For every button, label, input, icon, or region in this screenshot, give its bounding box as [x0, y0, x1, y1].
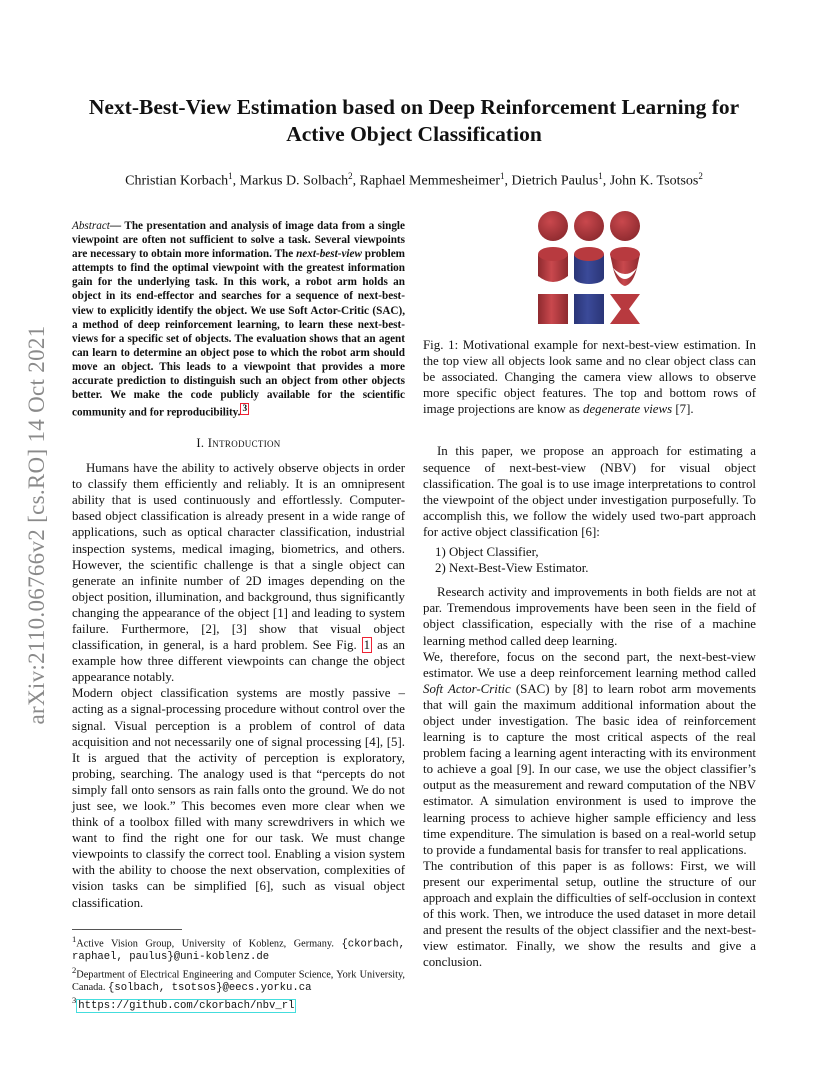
figure-1 — [423, 210, 756, 330]
author-4-aff: 1 — [598, 171, 603, 181]
footnote-3 — [72, 994, 405, 1012]
footnote-2-mark: 2 — [72, 964, 77, 975]
author-1-aff: 1 — [228, 171, 233, 181]
caption-text-a: Fig. 1: Motivational example for next-best-view estimation. In the top view all objects look same and no clear object class can be associated. Changing the camera view allows to observe more specific object features. The top and bottom rows of image projections are know as — [423, 338, 756, 417]
fig-1-link[interactable]: 1 — [363, 638, 371, 653]
footnote-rule — [72, 929, 182, 930]
side-view-object-1 — [538, 294, 568, 324]
left-column — [72, 219, 405, 911]
caption-text-b: [7]. — [672, 402, 694, 417]
top-view-object-1 — [538, 211, 568, 241]
right-paragraph-2: Research activity and improvements in both fields are not at par. Tremendous improvements have been seen in the field of object classification, especially with the rise of a machine learning method called deep learning. — [423, 585, 756, 648]
footnote-3-mark: 3 — [72, 995, 77, 1006]
intro-paragraph-1 — [72, 460, 405, 685]
footnote-1-email: {ckorbach, raphael, paulus}@uni-koblenz.de — [72, 938, 406, 964]
footnote-1 — [72, 933, 405, 964]
abstract-text-1: The presentation and analysis of image data from a single viewpoint are often not sufficient to solve a task. Several viewpoints are necessary to obtain more information. The — [72, 220, 405, 261]
intro-p1-text-b: as an example how three different viewpoints can change the object appearance notably. — [72, 638, 405, 685]
intro-p1-text-a: Humans have the ability to actively observe objects in order to classify them efficiently and reliably. It is an omnipresent ability that is used continuously and effortlessly. Computer-based object classification is already present in a wide range of applications, such as optical character classification, industrial inspection systems, medical imaging, biometrics, and others. However, the scientific challenge is that a single object can generate an infinite number of 2D images depending on the object position, illumination, and background, thus significantly changing the appearance of the object [1] and leading to system failure. Furthermore, [2], [3] show that visual object classification, in general, is a hard problem. See Fig. — [72, 461, 405, 653]
right-p3-text-a: We, therefore, focus on the second part, the next-best-view estimator. We use a deep reinforcement learning method called — [423, 649, 756, 680]
footnote-1-mark: 1 — [72, 934, 77, 944]
section-heading — [72, 436, 405, 451]
oblique-view-object-2 — [574, 247, 604, 284]
top-view-object-3 — [610, 211, 640, 241]
right-p3-text-b: (SAC) by [8] to learn robot arm movements that will gain the maximum additional information about the object under investigation. The basic idea of reinforcement learning is to capture the most critical aspects of the real problem facing a learning agent interacting with its environment to achieve a goal [9]. In our case, we use the object classifier’s output as the measurement and reward computation of the NBV estimator. A simulation environment is used to improve the learning process to achieve higher sample efficiency and less time expenditure. The simulation is based on a real-world setup to provide a fundamental basis for transfer to real applications. — [423, 681, 756, 857]
paper-title: Next-Best-View Estimation based on Deep Reinforcement Learning for Active Object Classification — [88, 95, 740, 146]
code-url-link[interactable]: https://github.com/ckorbach/nbv_rl — [78, 999, 295, 1012]
intro-paragraph-2: Modern object classification systems are mostly passive – acting as a signal-processing procedure without control over the signal. Visual perception is a problem of control of data acquisition and not necessarily one of signal processing [4], [5]. It is argued that the activity of perception is exploratory, probing, searching. The analogy used is that “percepts do not simply fall onto sensors as rain falls onto the ground. We do not just see, we look.” This becomes even more clear when we think of a toolbox filled with many screwdrivers in which we want to find the right one for our task. We must change viewpoints to classify the correct tool. Enabling a vision system with the ability to choose the next observation, complexities of vision tasks can be simplified [6], such as visual object classification. — [72, 686, 405, 910]
author-3-aff: 1 — [500, 171, 505, 181]
figure-1-caption — [423, 337, 756, 417]
approach-list — [435, 544, 756, 576]
footnote-3-link[interactable]: 3 — [242, 404, 248, 415]
author-list: Christian Korbach$^1$, Markus D. Solbach$^2$, Raphael Memmesheimer$^1$, Dietrich Paulus$^1$, John K. Tsotsos$^2$ — [125, 171, 703, 189]
abstract — [72, 219, 405, 420]
right-paragraph-4: The contribution of this paper is as follows: First, we will present our experimental setup, outline the structure of our approach and explain the difficulties of self-occlusion in context of this work. Then, we introduce the used dataset in more detail and present the results of the object classifier and the next-best-view estimator. Finally, we show the results and give a conclusion. — [423, 858, 756, 970]
oblique-view-object-1 — [538, 247, 568, 282]
arxiv-id: arXiv:2110.06766v2 [cs.RO] 14 Oct 2021 — [24, 325, 49, 725]
abstract-text-2: problem attempts to find the optimal viewpoint with the greatest information gain for the underlying task. In this work, a robot arm holds an object in its end-effector and searches for a sequence of next-best-view to explicitly identify the object. We use Soft Actor-Critic (SAC), a method of deep reinforcement learning, to learn these next-best-views for a specific set of objects. The evaluation shows that an agent can learn to determine an object pose to which the robot arm should move an object. This leads to a viewpoint that provides a more accurate prediction to distinguish such an object from other objects better. We make the code publicly available for the scientific community and for reproducibility. — [72, 248, 405, 419]
footnotes — [72, 929, 405, 1012]
author-2: Markus D. Solbach — [239, 173, 349, 189]
section-title: Introduction — [207, 436, 281, 451]
author-2-aff: 2 — [348, 171, 353, 181]
footnote-2-email: {solbach, tsotsos}@eecs.yorku.ca — [108, 981, 312, 994]
side-view-object-3 — [610, 294, 640, 324]
list-item: 2) Next-Best-View Estimator. — [435, 561, 589, 576]
right-paragraph-1: In this paper, we propose an approach for estimating a sequence of next-best-view (NBV) for visual object classification. The goal is to use image interpretations to control the viewpoint of the object under investigation purposefully. To accomplish this, we follow the widely used two-part approach for active object classification [6]: — [423, 444, 756, 539]
right-column — [423, 210, 756, 970]
side-view-object-2 — [574, 294, 604, 324]
abstract-label: Abstract — [72, 220, 110, 232]
author-4: Dietrich Paulus — [511, 173, 599, 189]
top-view-object-2 — [574, 211, 604, 241]
caption-term: degenerate views — [583, 402, 673, 417]
footnote-1-text: Active Vision Group, University of Koblenz, Germany. — [76, 938, 334, 950]
oblique-view-object-3 — [610, 247, 640, 286]
right-p3-term: Soft Actor-Critic — [423, 681, 511, 696]
author-3: Raphael Memmesheimer — [359, 173, 501, 189]
abstract-term: next-best-view — [296, 248, 362, 261]
list-item: 1) Object Classifier, — [435, 545, 539, 560]
author-5: John K. Tsotsos — [609, 173, 699, 189]
author-1: Christian Korbach — [125, 173, 229, 189]
footnote-2-text: Department of Electrical Engineering and Computer Science, York University, Canada. — [72, 969, 405, 993]
author-5-aff: 2 — [698, 171, 703, 181]
footnote-2 — [72, 964, 405, 995]
right-paragraph-3 — [423, 649, 756, 858]
abstract-dash: — — [109, 220, 125, 232]
arxiv-watermark — [22, 290, 52, 760]
section-numeral: I. — [196, 436, 208, 451]
